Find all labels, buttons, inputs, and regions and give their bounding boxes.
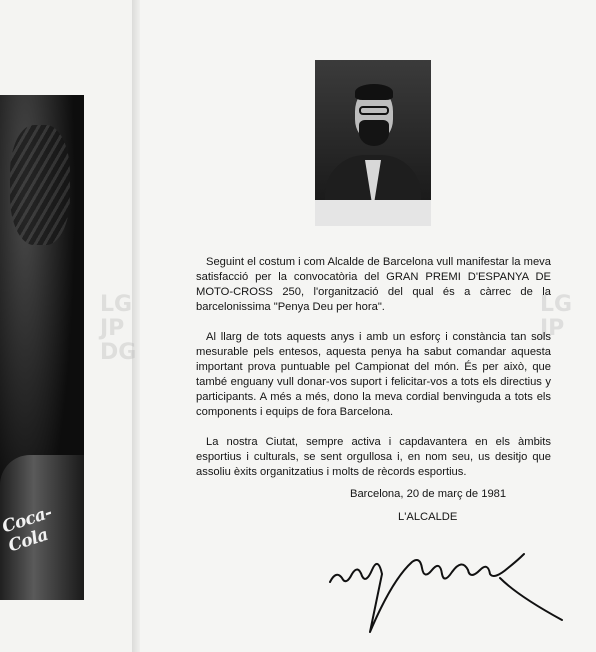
- soda-advert-photo: [0, 95, 84, 600]
- signatory-title: L'ALCALDE: [398, 511, 458, 523]
- portrait-desk: [315, 200, 431, 226]
- watermark-mark: LG: [540, 292, 573, 317]
- page-gutter: [132, 0, 140, 652]
- watermark-mark: JP: [100, 316, 125, 341]
- mayor-portrait-photo: [315, 60, 431, 226]
- photo-splash: [10, 125, 70, 245]
- letter-body: [196, 255, 551, 495]
- left-page: [0, 0, 132, 652]
- watermark-mark: JP: [540, 316, 565, 341]
- handwritten-signature: [312, 540, 572, 640]
- letter-paragraph: Al llarg de tots aquests anys i amb un esforç i constància tan sols mesurable pels entesos, aquesta penya ha sabut comandar aquesta important prova puntuable pel Campionat del món. És per això, que també enguany vull donar-vos suport i felicitar-vos a tots els directius y participants. A més a més, dono la meva cordial benvinguda a tots els components i equips de fora Barcelona.: [196, 331, 551, 418]
- letter-date: Barcelona, 20 de març de 1981: [350, 488, 507, 500]
- portrait-hair: [355, 84, 393, 100]
- watermark-mark: LG: [100, 292, 133, 317]
- letter-paragraph: Seguint el costum i com Alcalde de Barcelona vull manifestar la meva satisfacció per la convocatòria del GRAN PREMI D'ESPANYA DE MOTO-CROSS 250, l'organització del qual és a càrrec de la barcelonissima "Penya Deu per hora".: [196, 256, 551, 313]
- portrait-beard: [359, 120, 389, 146]
- watermark-mark: DG: [100, 340, 137, 365]
- bottle-brand-text: Coca-Cola: [0, 502, 55, 557]
- letter-paragraph: La nostra Ciutat, sempre activa i capdavantera en els àmbits esportius i culturals, se sent orgullosa i, en nom seu, us desitjo que assoliu èxits organitzatius i molts de rècords esportius.: [196, 436, 551, 478]
- portrait-glasses: [359, 106, 389, 115]
